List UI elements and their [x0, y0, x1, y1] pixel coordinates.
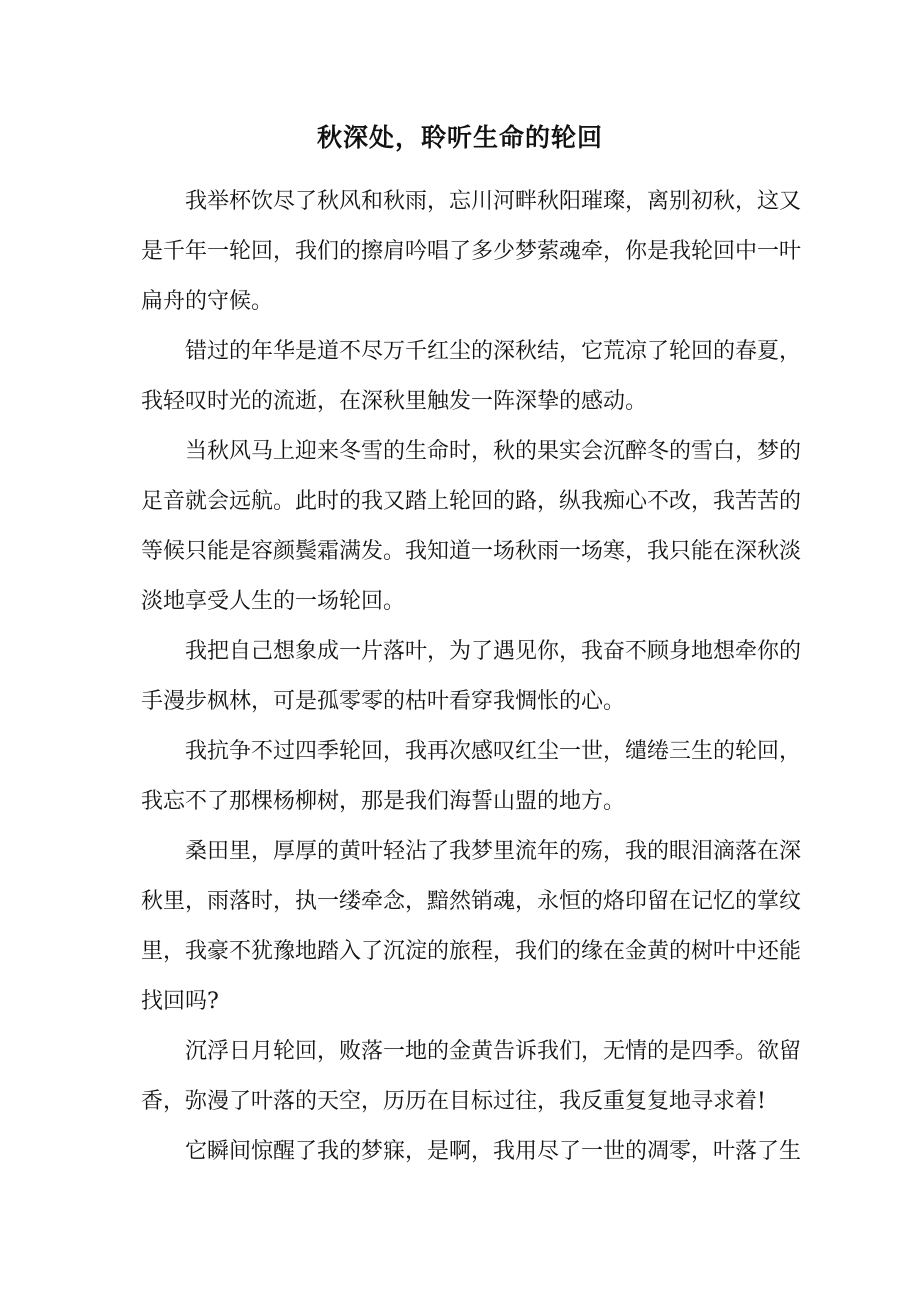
text-line: 找回吗? [141, 989, 219, 1014]
text-line: 淡地享受人生的一场轮回。 [141, 589, 406, 614]
text-line: 桑田里，厚厚的黄叶轻沾了我梦里流年的殇，我的眼泪滴落在深 [185, 839, 802, 864]
paragraph [141, 327, 802, 427]
paragraph [141, 727, 802, 827]
text-line: 等候只能是容颜鬓霜满发。我知道一场秋雨一场寒，我只能在深秋淡 [141, 539, 802, 564]
document-title: 秋深处，聆听生命的轮回 [316, 123, 603, 152]
text-line: 当秋风马上迎来冬雪的生命时，秋的果实会沉醉冬的雪白，梦的 [185, 439, 802, 464]
text-line: 香，弥漫了叶落的天空，历历在目标过往，我反重复复地寻求着! [141, 1089, 766, 1114]
text-line: 秋里，雨落时，执一缕牵念，黯然销魂，永恒的烙印留在记忆的掌纹 [141, 889, 802, 914]
text-line: 是千年一轮回，我们的擦肩吟唱了多少梦萦魂牵，你是我轮回中一叶 [141, 239, 802, 264]
text-line: 里，我豪不犹豫地踏入了沉淀的旅程，我们的缘在金黄的树叶中还能 [141, 939, 802, 964]
document-body [141, 177, 802, 1177]
text-line: 我轻叹时光的流逝，在深秋里触发一阵深挚的感动。 [141, 389, 648, 414]
paragraph [141, 827, 802, 1027]
text-line: 手漫步枫林，可是孤零零的枯叶看穿我惆怅的心。 [141, 689, 626, 714]
paragraph [141, 1027, 802, 1127]
paragraph [141, 177, 802, 327]
text-line: 足音就会远航。此时的我又踏上轮回的路，纵我痴心不改，我苦苦的 [141, 489, 802, 514]
paragraph [141, 627, 802, 727]
text-line: 我抗争不过四季轮回，我再次感叹红尘一世，缱绻三生的轮回， [185, 739, 802, 764]
paragraph [141, 427, 802, 627]
text-line: 扁舟的守候。 [141, 289, 274, 314]
paragraph [141, 1127, 802, 1177]
text-line: 我忘不了那棵杨柳树，那是我们海誓山盟的地方。 [141, 789, 626, 814]
text-line: 它瞬间惊醒了我的梦寐，是啊，我用尽了一世的凋零，叶落了生 [185, 1139, 802, 1164]
text-line: 错过的年华是道不尽万千红尘的深秋结，它荒凉了轮回的春夏， [185, 339, 802, 364]
text-line: 沉浮日月轮回，败落一地的金黄告诉我们，无情的是四季。欲留 [185, 1039, 802, 1064]
text-line: 我把自己想象成一片落叶，为了遇见你，我奋不顾身地想牵你的 [185, 639, 802, 664]
text-line: 我举杯饮尽了秋风和秋雨，忘川河畔秋阳璀璨，离别初秋，这又 [185, 189, 802, 214]
